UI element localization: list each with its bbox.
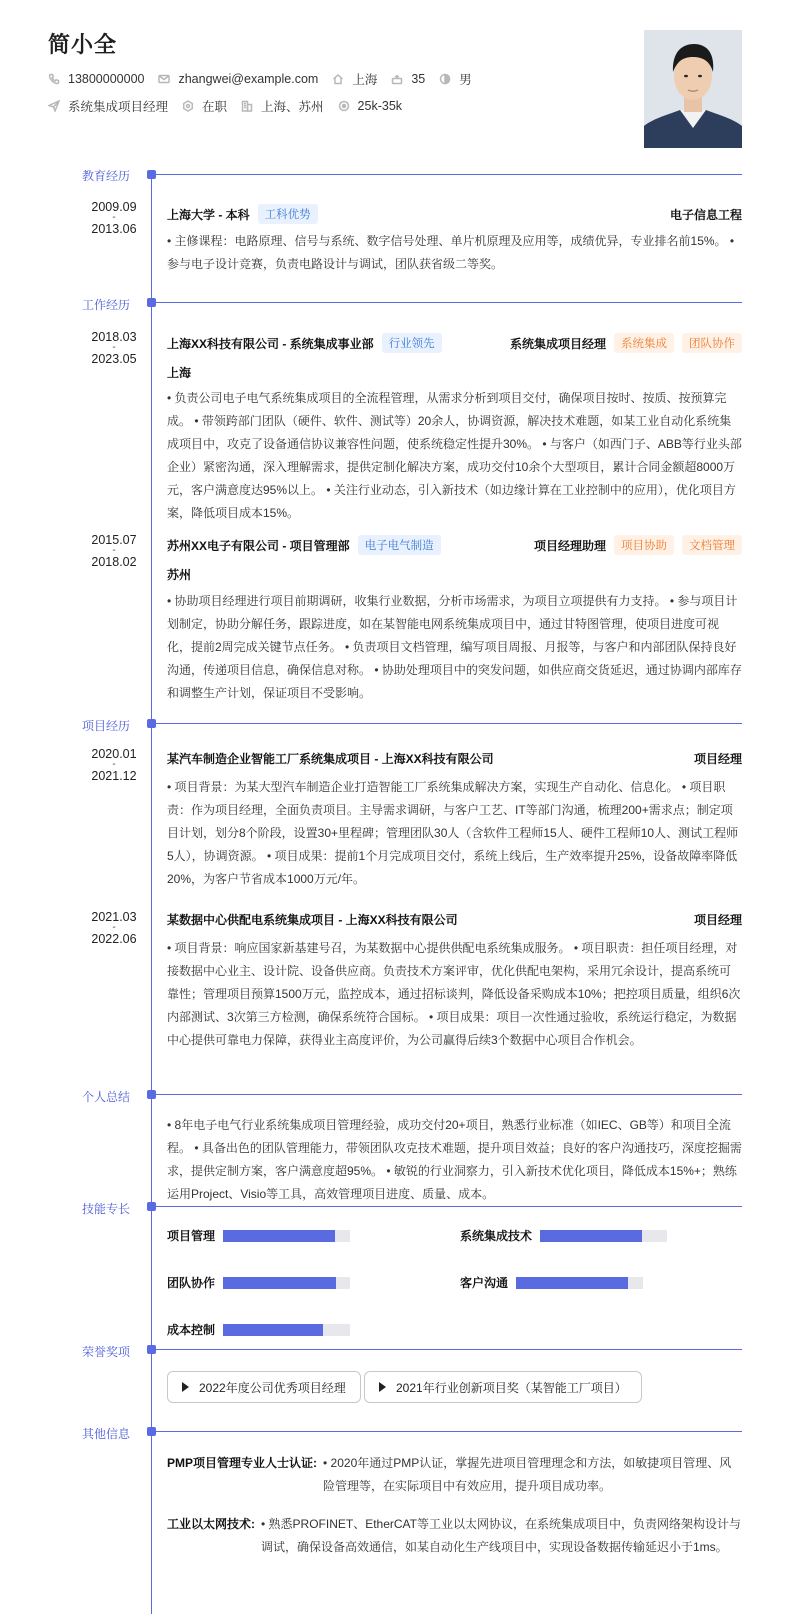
date-range: 2009.09 - 2013.06: [91, 200, 137, 236]
target-position: 系统集成项目经理: [68, 100, 169, 114]
role-name: 项目经理助理: [533, 538, 606, 553]
summary-text: • 8年电子电气行业系统集成项目管理经验，成功交付20+项目，熟悉行业标准（如IEC、GB等）和项目全流程。 • 具备出色的团队管理能力，带领团队攻克技术难题，提升项目效益；良好的客户沟通技巧，深度挖掘需求，提供定制方案，客户满意度超95%。 • 敏锐的行业洞察力，引入新技术优化项目，降低成本15%+；熟练运用Project、Visio等工具，高效管理项目进度、质量、成本。: [167, 1118, 742, 1201]
expected-salary: 25k-35k: [357, 99, 403, 113]
date-range: 2021.03 - 2022.06: [91, 910, 137, 946]
skill-item: [460, 1227, 667, 1244]
award-label: 2021年行业创新项目奖（某智能工厂项目）: [396, 1380, 627, 1395]
work-location: 上海: [167, 366, 192, 380]
skill-name: 系统集成技术: [460, 1229, 533, 1243]
role-tag: 系统集成: [614, 333, 674, 353]
skill-bar: [516, 1277, 643, 1289]
skill-fill: [516, 1277, 628, 1289]
project-role: [694, 911, 742, 928]
skill-item: [460, 1274, 643, 1291]
position-item: [48, 97, 168, 115]
section-marker: [147, 170, 156, 179]
section-title-projects: 项目经历: [82, 719, 131, 733]
candidate-name: 简小全: [48, 32, 118, 57]
resume-header: [0, 0, 794, 160]
date-range: 2015.07 - 2018.02: [91, 533, 137, 569]
section-divider: [156, 1094, 742, 1095]
city-item: [332, 70, 377, 88]
contact-row: [48, 70, 486, 88]
section-marker: [147, 1090, 156, 1099]
skill-name: 成本控制: [167, 1323, 216, 1337]
date-start: 2021.03: [91, 910, 137, 924]
section-marker: [147, 1427, 156, 1436]
school-name: 上海大学 - 本科: [167, 207, 250, 222]
role-tag: 文档管理: [682, 535, 742, 555]
section-divider: [156, 302, 742, 303]
status-item: [182, 97, 227, 115]
school-tag: 工科优势: [258, 204, 318, 224]
skill-fill: [540, 1230, 642, 1242]
section-title-skills: 技能专长: [82, 1202, 131, 1216]
skill-fill: [223, 1277, 336, 1289]
target-city-item: [241, 97, 324, 115]
award-chip: [167, 1371, 361, 1403]
work-location: 苏州: [167, 568, 192, 582]
date-start: 2020.01: [91, 747, 137, 761]
project-title: [167, 750, 494, 767]
section-title-work: 工作经历: [82, 298, 131, 312]
date-end: 2013.06: [91, 222, 137, 236]
avatar-photo: [644, 30, 742, 148]
skill-fill: [223, 1324, 323, 1336]
target-city: 上海、苏州: [261, 100, 324, 114]
section-marker: [147, 1345, 156, 1354]
section-divider: [156, 1349, 742, 1350]
salary-icon: [338, 100, 350, 112]
skill-name: 团队协作: [167, 1276, 216, 1290]
project-role-name: 项目经理: [693, 913, 742, 927]
date-start: 2015.07: [91, 533, 137, 547]
work-company: [167, 333, 442, 353]
timeline-line: [151, 178, 152, 1614]
project-name: 某数据中心供配电系统集成项目 - 上海XX科技有限公司: [167, 913, 458, 927]
date-range: 2020.01 - 2021.12: [91, 747, 137, 783]
section-divider: [156, 1206, 742, 1207]
status-icon: [182, 100, 194, 112]
gender-icon: [439, 73, 451, 85]
company-tag: 电子电气制造: [358, 535, 441, 555]
email-address: zhangwei@example.com: [178, 72, 319, 86]
major-name: 电子信息工程: [669, 208, 742, 222]
skill-bar: [223, 1230, 350, 1242]
skill-name: 项目管理: [167, 1229, 216, 1243]
education-major: [670, 206, 742, 223]
education-school: [167, 204, 318, 224]
date-range: 2018.03 - 2023.05: [91, 330, 137, 366]
company-tag: 行业领先: [382, 333, 442, 353]
play-triangle-icon: [182, 1382, 189, 1392]
education-description: • 主修课程：电路原理、信号与系统、数字信号处理、单片机原理及应用等，成绩优异，专业排名前15%。 • 参与电子设计竞赛，负责电路设计与调试，团队获省级二等奖。: [167, 234, 735, 271]
section-marker: [147, 298, 156, 307]
other-item: [167, 1513, 742, 1559]
skill-fill: [223, 1230, 335, 1242]
building-icon: [241, 100, 253, 112]
skill-item: [167, 1227, 350, 1244]
project-description: • 项目背景：为某大型汽车制造企业打造智能工厂系统集成解决方案，实现生产自动化、信息化。 • 项目职责：作为项目经理，全面负责项目。主导需求调研，与客户工艺、IT等部门沟通，梳理200+需求点；制定项目计划，划分8个阶段，设置30+里程碑；管理团队30人（含软件工程师15人、硬件工程师10人、测试工程师5人），协调资源。 • 项目成果：提前1个月完成项目交付，系统上线后，生产效率提升25%，设备故障率降低20%，为客户节省成本1000万元/年。: [167, 780, 739, 886]
phone-icon: [48, 73, 60, 85]
home-icon: [332, 73, 344, 85]
email-icon: [158, 73, 170, 85]
date-start: 2018.03: [91, 330, 137, 344]
section-title-education: 教育经历: [82, 169, 131, 183]
send-icon: [48, 100, 60, 112]
section-divider: [156, 174, 742, 175]
role-tag: 项目协助: [614, 535, 674, 555]
date-end: 2023.05: [91, 352, 137, 366]
gender: 男: [459, 73, 472, 87]
award-chip: [364, 1371, 642, 1403]
skill-bar: [540, 1230, 667, 1242]
section-title-awards: 荣誉奖项: [82, 1345, 131, 1359]
section-title-other: 其他信息: [82, 1427, 131, 1441]
job-status: 在职: [202, 100, 228, 114]
skill-name: 客户沟通: [460, 1276, 509, 1290]
other-label: 工业以太网技术:: [167, 1517, 255, 1531]
section-marker: [147, 1202, 156, 1211]
section-title-summary: 个人总结: [82, 1090, 131, 1104]
skill-item: [167, 1321, 350, 1338]
other-text: • 熟悉PROFINET、EtherCAT等工业以太网协议，在系统集成项目中，负责网络架构设计与调试，确保设备高效通信，如某自动化生产线项目中，实现设备数据传输延迟小于1ms。: [261, 1517, 741, 1554]
phone-item: [48, 72, 144, 86]
other-label: PMP项目管理专业人士认证:: [167, 1456, 318, 1470]
other-text: • 2020年通过PMP认证，掌握先进项目管理理念和方法，如敏捷项目管理、风险管理等，在实际项目中有效应用，提升项目成功率。: [323, 1456, 732, 1493]
project-name: 某汽车制造企业智能工厂系统集成项目 - 上海XX科技有限公司: [167, 752, 494, 766]
phone-number: 13800000000: [68, 72, 145, 86]
work-description: • 协助项目经理进行项目前期调研，收集行业数据，分析市场需求，为项目立项提供有力支持。 • 参与项目计划制定，协助分解任务，跟踪进度，如在某智能电网系统集成项目中，通过甘特图管理，使项目进度可视化，提前2周完成关键节点任务。 • 负责项目文档管理，编写项目周报、月报等，与客户和内部团队保持良好沟通，传递项目信息，确保信息对称。 • 协助处理项目中的突发问题，如供应商交货延迟，通过协调内部库存和调整生产计划，保证项目不受影响。: [167, 594, 742, 700]
skill-item: [167, 1274, 350, 1291]
project-role: [694, 750, 742, 767]
email-item: [158, 72, 318, 86]
date-end: 2022.06: [91, 932, 137, 946]
role-tag: 团队协作: [682, 333, 742, 353]
work-role: [534, 535, 742, 555]
age: 35: [411, 72, 426, 86]
work-role: [510, 333, 742, 353]
job-intent-row: [48, 97, 416, 115]
date-end: 2021.12: [91, 769, 137, 783]
project-description: • 项目背景：响应国家新基建号召，为某数据中心提供供配电系统集成服务。 • 项目职责：担任项目经理，对接数据中心业主、设计院、设备供应商。负责技术方案评审，优化供配电架构，采用冗余设计，提高系统可靠性；管理项目预算1500万元，监控成本，通过招标谈判，降低设备采购成本10%；把控项目质量，组织6次内部测试、3次第三方检测，确保系统符合国标。 • 项目成果：项目一次性通过验收，系统运行稳定，为数据中心提供可靠电力保障，获得业主高度评价，为公司赢得后续3个数据中心项目合作机会。: [167, 941, 741, 1047]
skill-bar: [223, 1277, 350, 1289]
section-divider: [156, 1431, 742, 1432]
role-name: 系统集成项目经理: [509, 336, 606, 351]
work-description: • 负责公司电子电气系统集成项目的全流程管理，从需求分析到项目交付，确保项目按时、按质、按预算完成。 • 带领跨部门团队（硬件、软件、测试等）20余人，协调资源，解决技术难题，如某工业自动化系统集成项目中，攻克了设备通信协议兼容性问题，使系统稳定性提升30%。 • 与客户（如西门子、ABB等行业头部企业）紧密沟通，深入理解需求，提供定制化解决方案，成功交付10余个大型项目，累计合同金额超8000万元，客户满意度达95%以上。 • 关注行业动态，引入新技术（如边缘计算在工业控制中的应用），优化项目方案，降低项目成本15%。: [167, 391, 742, 520]
date-end: 2018.02: [91, 555, 137, 569]
skill-bar: [223, 1324, 350, 1336]
gender-item: [439, 70, 472, 88]
play-triangle-icon: [379, 1382, 386, 1392]
salary-item: [338, 99, 402, 113]
city: 上海: [352, 73, 378, 87]
other-item: [167, 1452, 742, 1498]
section-marker: [147, 719, 156, 728]
project-title: [167, 911, 458, 928]
company-name: 上海XX科技有限公司 - 系统集成事业部: [167, 336, 374, 351]
section-divider: [156, 723, 742, 724]
date-start: 2009.09: [91, 200, 137, 214]
project-role-name: 项目经理: [693, 752, 742, 766]
age-icon: [391, 73, 403, 85]
award-label: 2022年度公司优秀项目经理: [199, 1380, 346, 1395]
age-item: [391, 72, 425, 86]
work-company: [167, 535, 441, 555]
company-name: 苏州XX电子有限公司 - 项目管理部: [167, 538, 350, 553]
